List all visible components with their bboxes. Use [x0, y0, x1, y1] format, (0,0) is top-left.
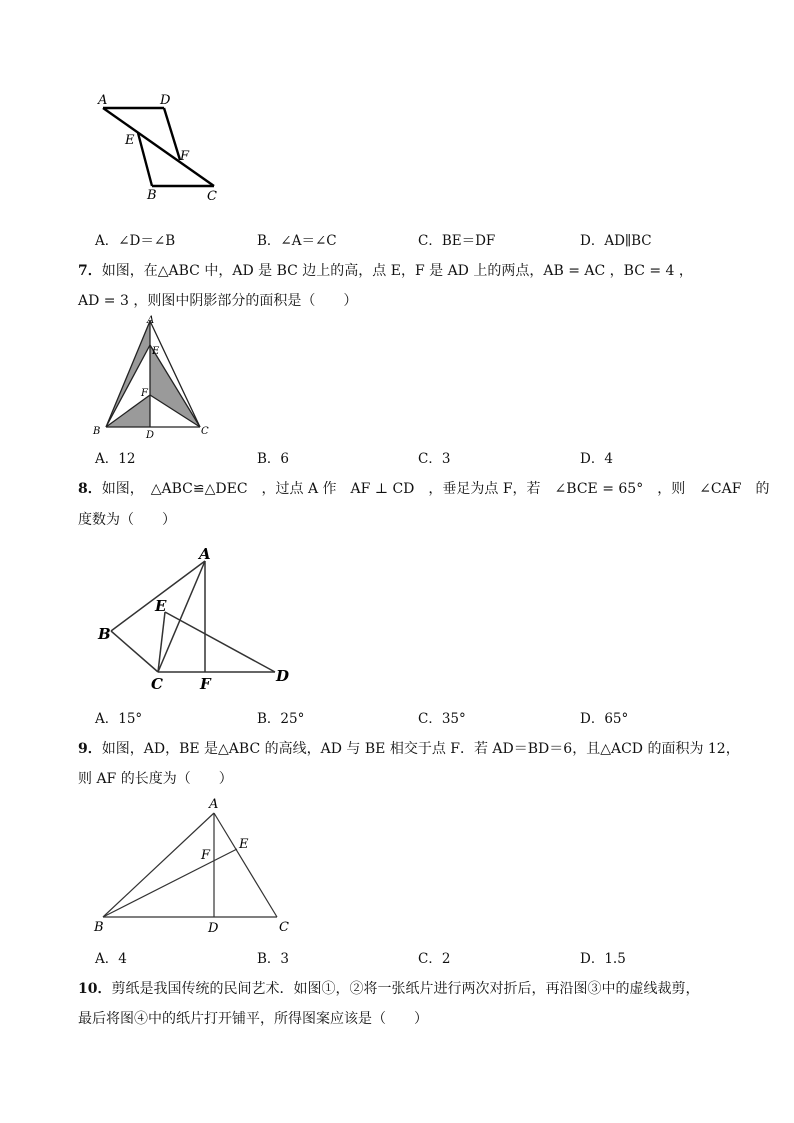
q7-label-e: E — [152, 346, 160, 357]
q9-stem-line1: 9．如图，AD，BE 是△ABC 的高线，AD 与 BE 相交于点 F．若 AD＝BD＝6，且△ACD 的面积为 12， — [78, 741, 740, 757]
q9-option-c[interactable]: C．2 — [418, 951, 451, 967]
q8-option-c[interactable]: C．35° — [418, 711, 466, 727]
q8-label-a: A — [199, 545, 211, 563]
q8-option-b[interactable]: B．25° — [257, 711, 305, 727]
q9-option-d[interactable]: D．1.5 — [580, 951, 626, 967]
q7-number: 7． — [78, 263, 102, 279]
q7-option-d[interactable]: D．4 — [580, 451, 613, 467]
q8-label-e: E — [155, 597, 167, 615]
q9-stem-line2: 则 AF 的长度为（ ） — [78, 771, 233, 787]
q8-option-d[interactable]: D．65° — [580, 711, 629, 727]
q9-label-a: A — [209, 797, 219, 812]
q9-label-e: E — [239, 837, 249, 852]
q8-number: 8． — [78, 481, 102, 497]
label-d: D — [160, 93, 171, 108]
q9-label-b: B — [94, 920, 104, 935]
q7-option-b[interactable]: B．6 — [257, 451, 290, 467]
q8-label-d: D — [276, 667, 290, 685]
q9-label-d: D — [208, 921, 219, 936]
label-c: C — [207, 189, 217, 204]
q9-option-a[interactable]: A．4 — [95, 951, 127, 967]
q8-label-b: B — [98, 625, 111, 643]
q10-stem-line1: 10．剪纸是我国传统的民间艺术．如图①，②将一张纸片进行两次对折后，再沿图③中的虚线裁剪， — [78, 981, 700, 997]
q6-option-a[interactable]: A．∠D＝∠B — [95, 233, 176, 249]
q6-option-c[interactable]: C．BE＝DF — [418, 233, 496, 249]
label-e: E — [125, 133, 135, 148]
label-b: B — [147, 188, 157, 203]
q7-label-a: A — [147, 315, 155, 326]
q7-stem-line1: 7．如图，在△ABC 中，AD 是 BC 边上的高，点 E，F 是 AD 上的两点，AB = AC ，BC = 4 ， — [78, 263, 693, 279]
q8-label-c: C — [151, 675, 163, 693]
q7-stem-line2: AD = 3 ，则图中阴影部分的面积是（ ） — [78, 293, 358, 309]
q8-label-f: F — [200, 675, 211, 693]
q7-label-c: C — [201, 426, 209, 437]
q6-option-d[interactable]: D．AD∥BC — [580, 233, 652, 249]
q7-option-a[interactable]: A．12 — [95, 451, 136, 467]
q9-label-f: F — [201, 848, 211, 863]
q7-option-c[interactable]: C．3 — [418, 451, 451, 467]
q7-label-b: B — [93, 426, 101, 437]
q8-stem-line2: 度数为（ ） — [78, 512, 176, 528]
q7-label-d: D — [146, 430, 155, 441]
q10-stem-line2: 最后将图④中的纸片打开铺平，所得图案应该是（ ） — [78, 1011, 428, 1027]
q8-option-a[interactable]: A．15° — [95, 711, 143, 727]
q6-option-b[interactable]: B．∠A＝∠C — [257, 233, 337, 249]
q7-label-f: F — [141, 388, 148, 399]
q8-stem-line1: 8．如图， △ABC≌△DEC ，过点 A 作 AF ⊥ CD ，垂足为点 F，若 ∠BCE = 65° ，则 ∠CAF 的 — [78, 481, 770, 497]
q9-label-c: C — [279, 920, 289, 935]
q9-option-b[interactable]: B．3 — [257, 951, 290, 967]
q10-number: 10． — [78, 981, 112, 997]
label-a: A — [98, 93, 108, 108]
label-f: F — [180, 149, 190, 164]
q9-number: 9． — [78, 741, 102, 757]
